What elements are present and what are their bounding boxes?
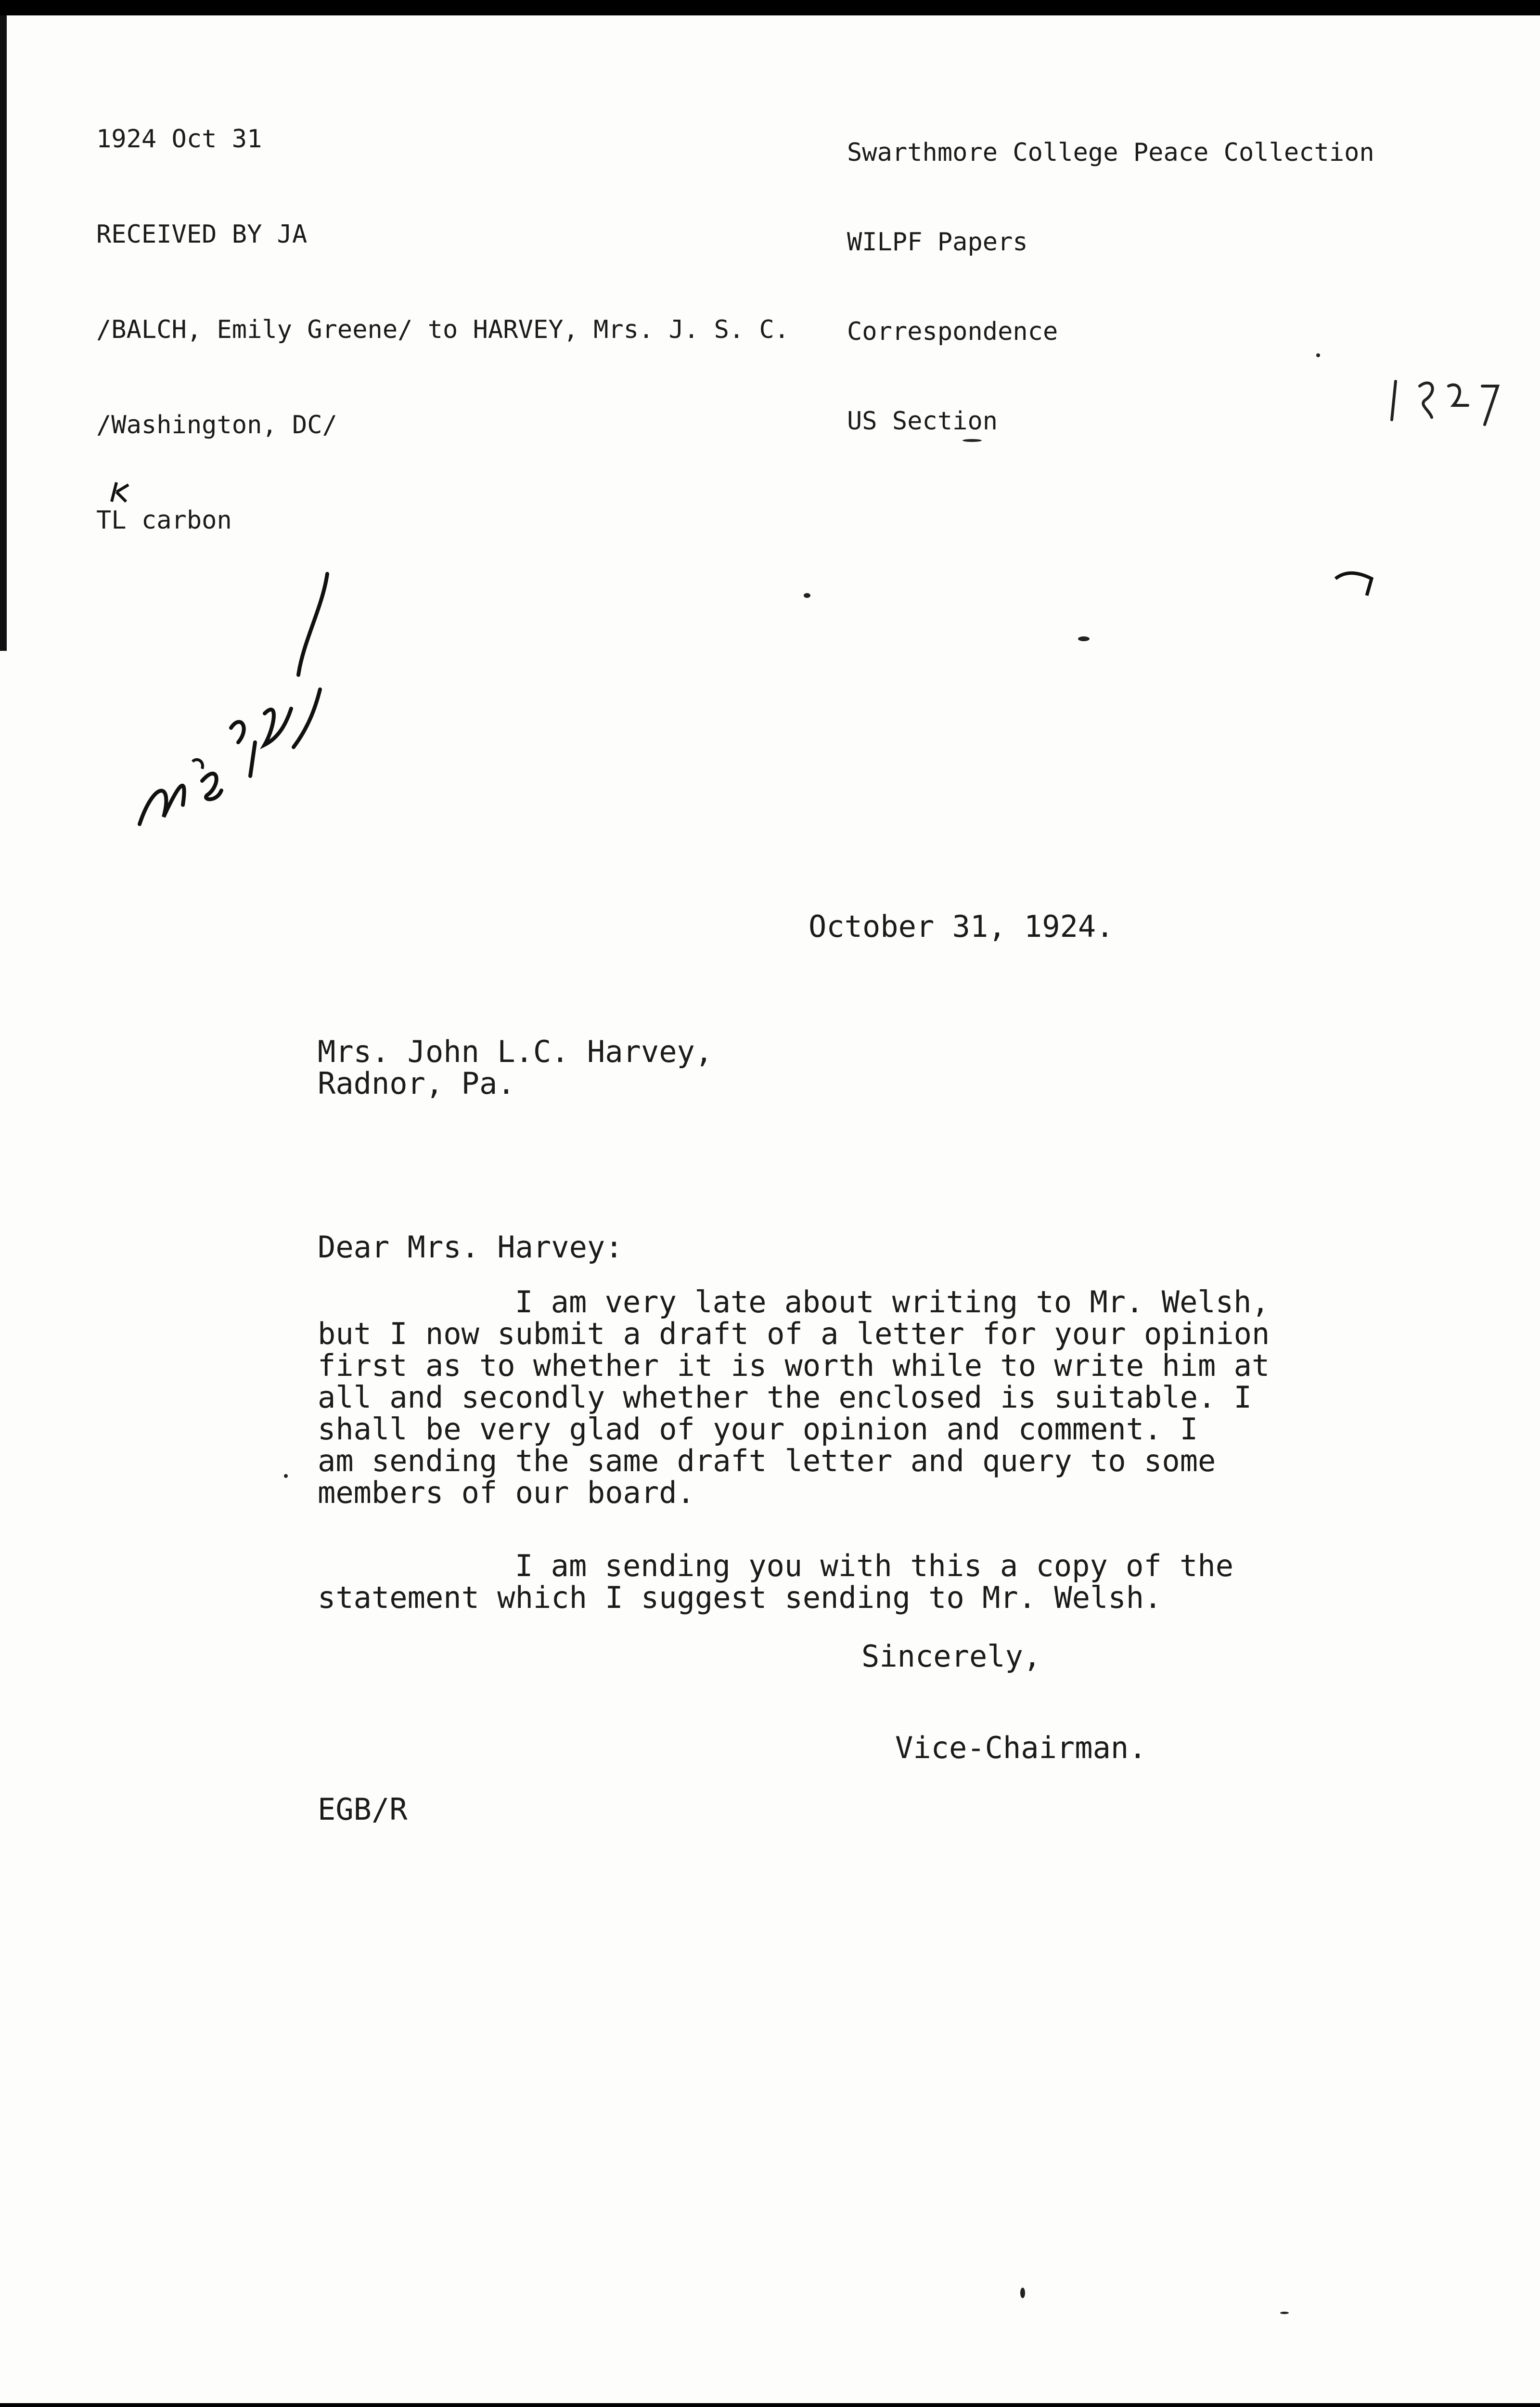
letter-paragraph-1 [318,1286,1290,1509]
scan-speck [1078,636,1090,641]
collection-header [847,78,1374,496]
scan-edge-shadow [0,15,7,651]
catalog-line: 1924 Oct 31 [96,125,262,154]
document-page [0,15,1540,2407]
letter-date: October 31, 1924. [808,909,1114,944]
letter-salutation: Dear Mrs. Harvey: [318,1229,623,1265]
paragraph-line: statement which I suggest sending to Mr. Welsh. [318,1580,1162,1615]
scan-speck [284,1474,288,1478]
recipient-address [318,1036,713,1100]
paragraph-line: members of our board. [318,1475,695,1510]
catalog-line: TL carbon [96,506,232,535]
paragraph-line: but I now submit a draft of a letter for your opinion [318,1316,1270,1351]
paragraph-line: I am very late about writing to Mr. Welsh, [515,1284,1270,1320]
handwritten-year-note [1386,372,1502,429]
collection-line: US Section [847,407,998,436]
collection-line: Swarthmore College Peace Collection [847,138,1374,167]
scan-speck [962,439,982,442]
paragraph-line: all and secondly whether the enclosed is suitable. I [318,1380,1252,1415]
paragraph-line: I am sending you with this a copy of the [515,1548,1234,1583]
catalog-header [96,60,789,600]
paragraph-line: am sending the same draft letter and query to some [318,1443,1216,1478]
pen-mark-icon [1333,564,1376,603]
recipient-place: Radnor, Pa. [318,1066,515,1101]
catalog-line: /BALCH, Emily Greene/ to HARVEY, Mrs. J. S. C. [96,315,790,344]
pen-mark-icon [107,478,136,506]
scan-bottom-border [0,2403,1540,2407]
letter-paragraph-2 [318,1550,1290,1614]
paragraph-line: shall be very glad of your opinion and comment. I [318,1411,1198,1447]
handwritten-margin-note [120,555,371,853]
catalog-line: /Washington, DC/ [96,411,337,440]
typist-initials: EGB/R [318,1792,408,1827]
scan-speck [1280,2312,1289,2314]
letter-closing: Sincerely, [861,1639,1041,1674]
paragraph-line: first as to whether it is worth while to write him at [318,1348,1270,1383]
scan-speck [1020,2288,1025,2298]
recipient-name: Mrs. John L.C. Harvey, [318,1034,713,1069]
catalog-line: RECEIVED BY JA [96,220,308,249]
scan-speck [804,593,810,598]
scan-speck [1316,353,1320,357]
collection-line: Correspondence [847,317,1058,346]
collection-line: WILPF Papers [847,228,1028,257]
signatory-title: Vice-Chairman. [895,1730,1147,1765]
